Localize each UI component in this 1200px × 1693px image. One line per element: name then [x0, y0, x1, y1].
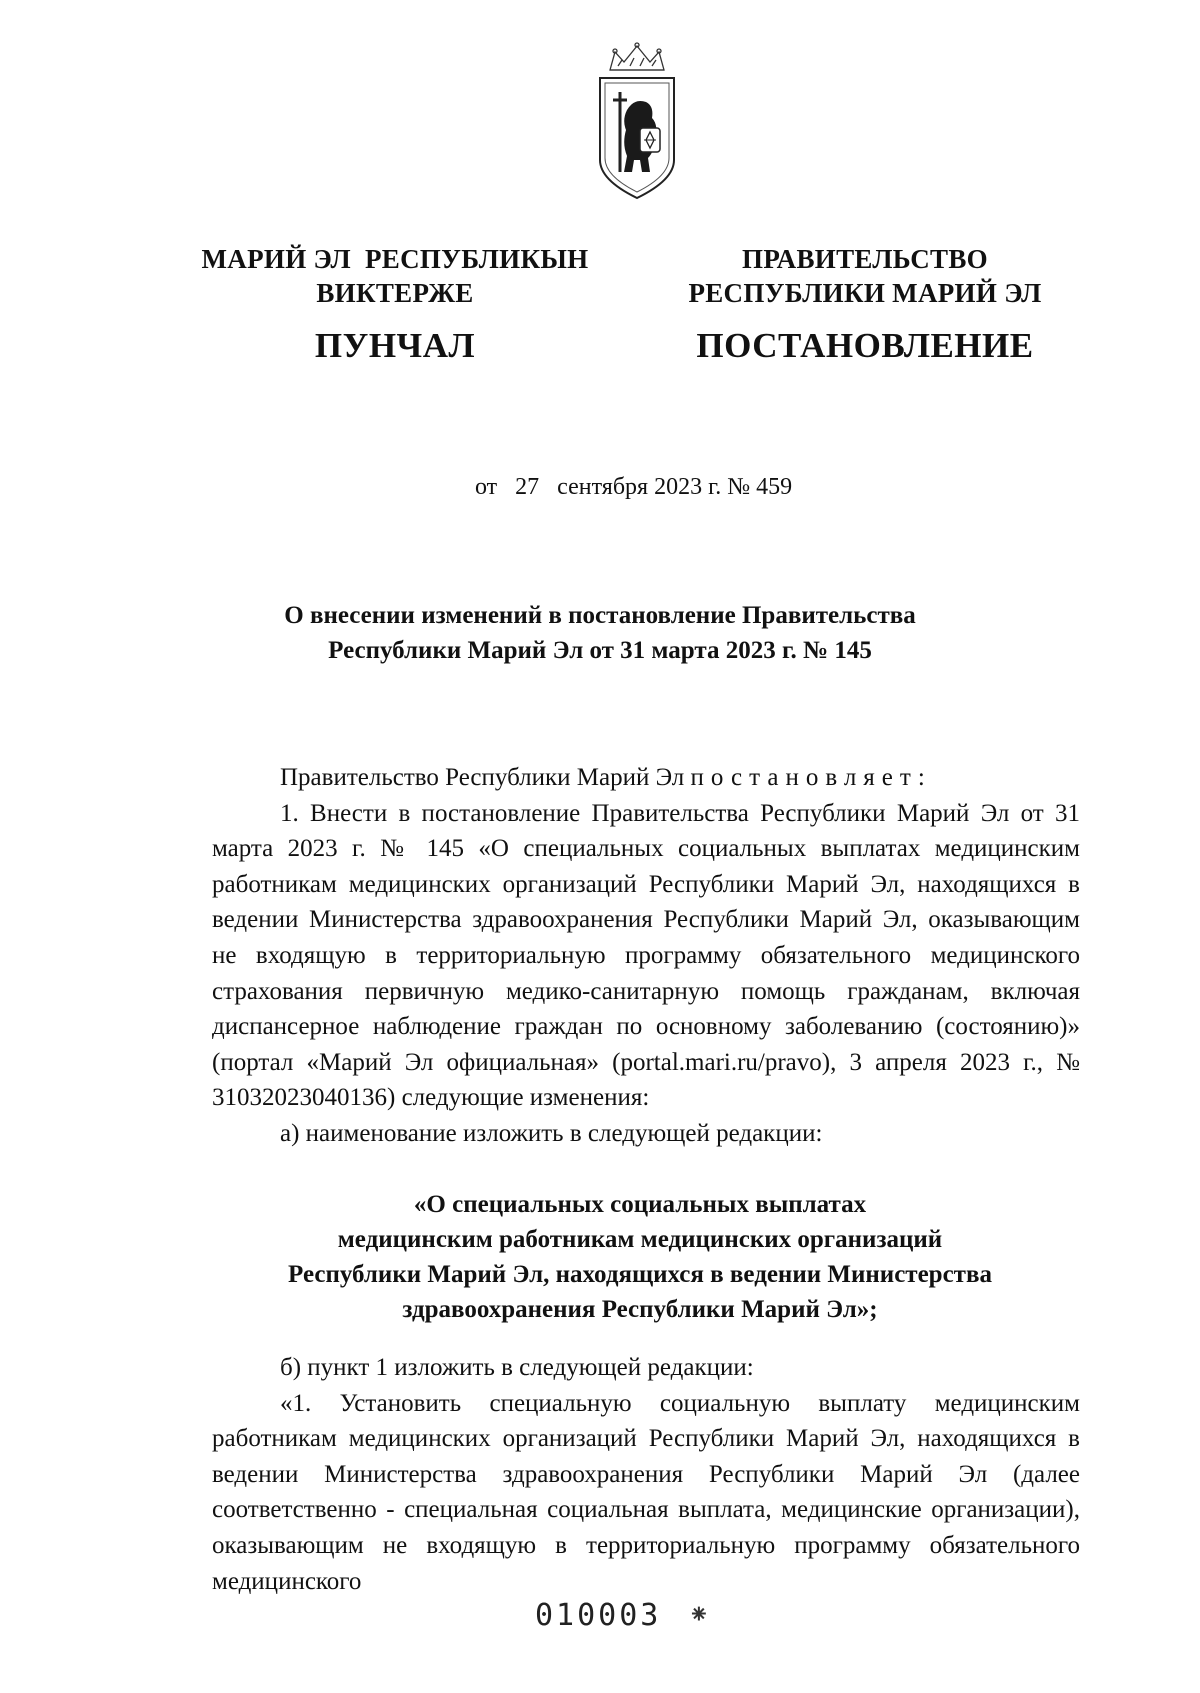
serial-number: 010003 — [535, 1598, 662, 1633]
intro-paragraph — [212, 760, 1080, 796]
title-line1: О внесении изменений в постановление Правительства — [284, 602, 916, 629]
header-left-line2: ВИКТЕРЖЕ — [316, 278, 474, 308]
dateline-number: № 459 — [727, 474, 793, 500]
dateline-day: 27 — [515, 474, 540, 500]
quote-line4: здравоохранения Республики Марий Эл»; — [402, 1296, 878, 1323]
coat-of-arms-icon — [582, 40, 692, 210]
title-line2: Республики Марий Эл от 31 марта 2023 г. № 145 — [328, 637, 872, 664]
paragraph-b: б) пункт 1 изложить в следующей редакции: — [280, 1354, 754, 1381]
intro-text: Правительство Республики Марий Эл — [280, 764, 691, 791]
header-left-line1: МАРИЙ ЭЛ РЕСПУБЛИКЫН — [201, 244, 589, 274]
header-left — [180, 242, 610, 366]
dateline-prefix: от — [475, 474, 498, 500]
paragraph-1-new: «1. Установить специальную социальную выплату медицинским работникам медицинских организаций Республики Марий Эл, находящихся в ведении Министерства здравоохранения Республики Марий Эл (далее соответственно - специальная социальная выплата, медицинские организации), оказывающим не входящую в территориальную программу обязательного медицинского — [212, 1389, 1080, 1595]
header-right-doc-type: ПОСТАНОВЛЕНИЕ — [696, 326, 1034, 365]
dateline-month-year: сентября 2023 г. — [557, 474, 722, 500]
header-right-line1: ПРАВИТЕЛЬСТВО — [742, 244, 988, 274]
quote-line3: Республики Марий Эл, находящихся в ведении Министерства — [288, 1261, 992, 1288]
paragraph-1: 1. Внести в постановление Правительства Республики Марий Эл от 31 марта 2023 г. № 145 «О специальных социальных выплатах медицинским работникам медицинских организаций Республики Марий Эл, находящихся в ведении Министерства здравоохранения Республики Марий Эл, оказывающим не входящую в территориальную программу обязательного медицинского страхования первичную медико-санитарную помощь гражданам, включая диспансерное наблюдение граждан по основному заболеванию (состоянию)» (портал «Марий Эл официальная» (portal.mari.ru/pravo), 3 апреля 2023 г., № 31032023040136) следующие изменения: — [212, 799, 1080, 1112]
quoted-new-title — [200, 1187, 1080, 1327]
paragraph-a: а) наименование изложить в следующей редакции: — [280, 1119, 823, 1147]
header-left-doc-type: ПУНЧАЛ — [314, 326, 476, 365]
quote-line2: медицинским работникам медицинских организаций — [337, 1226, 943, 1253]
document-title — [200, 598, 1000, 668]
body-section-2 — [212, 1350, 1080, 1599]
header-right-line2: РЕСПУБЛИКИ МАРИЙ ЭЛ — [688, 278, 1042, 308]
dateline — [475, 474, 792, 501]
asterisk-mark-icon: ⁕ — [688, 1600, 710, 1629]
header-right — [655, 242, 1075, 366]
body-section-1 — [212, 760, 1080, 1152]
quote-line1: «О специальных социальных выплатах — [413, 1191, 867, 1218]
intro-spaced-word: постановляет: — [690, 764, 932, 791]
